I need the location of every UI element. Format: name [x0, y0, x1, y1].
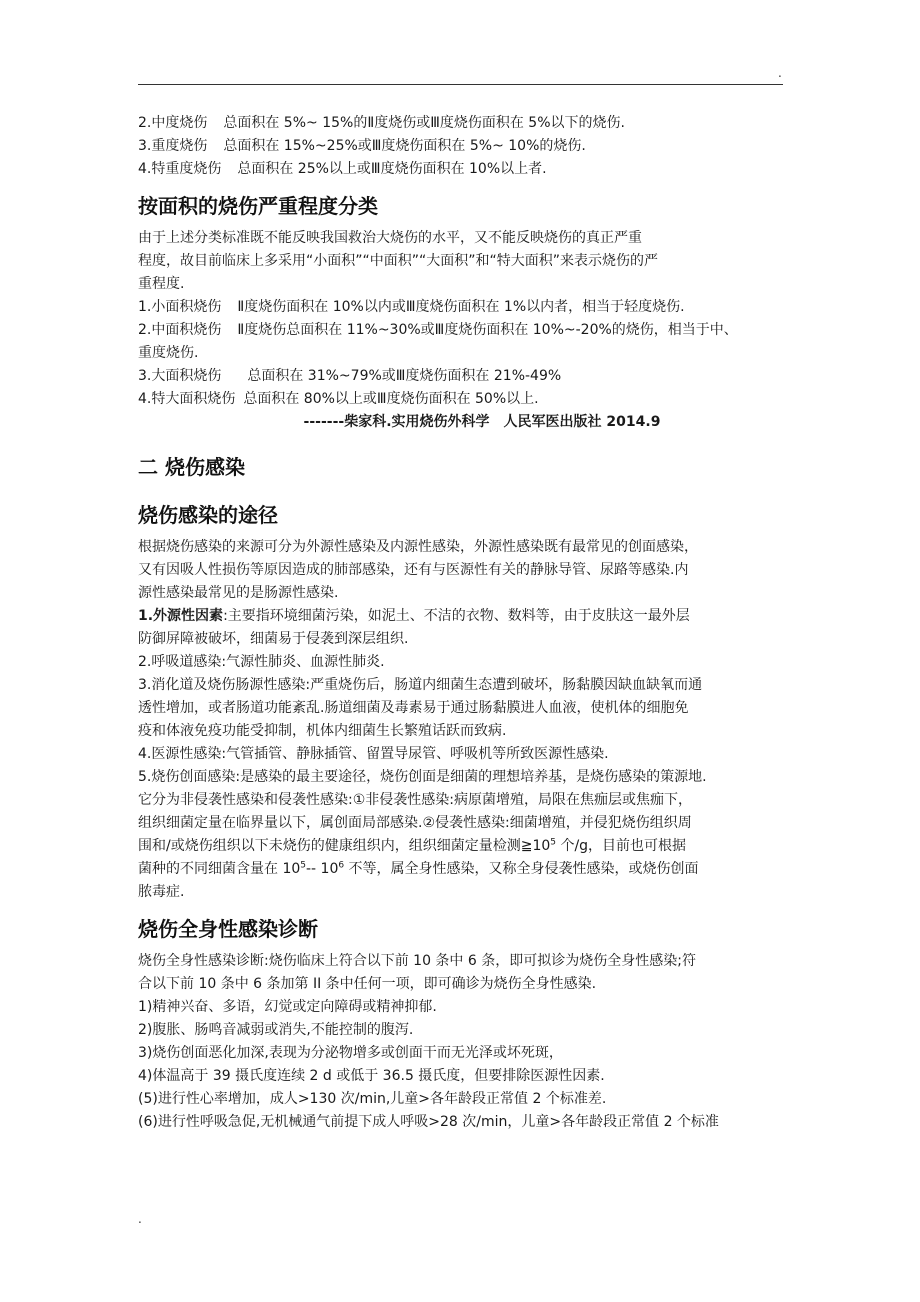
diagnosis-criterion: (6)进行性呼吸急促,无机械通气前提下成人呼吸>28 次/min，儿童>各年龄段正常值 2 个标准: [138, 1114, 719, 1130]
section-heading-diagnosis: 烧伤全身性感染诊断: [138, 917, 318, 941]
section-heading-area: 按面积的烧伤严重程度分类: [138, 194, 378, 218]
area-intro-line: 由于上述分类标准既不能反映我国救治大烧伤的水平，又不能反映烧伤的真正严重: [138, 230, 642, 246]
route-item-iatrogenic: 4.医源性感染:气管插管、静脉插管、留置导尿管、呼吸机等所致医源性感染.: [138, 746, 609, 762]
route-item-exogenous-cont: 防御屏障被破坏，细菌易于侵袭到深层组织.: [138, 631, 409, 647]
route-item-wound-cont: 围和/或烧伤组织以下未烧伤的健康组织内，组织细菌定量检测$≧10^5$ 个/g，目前也可根据: [138, 837, 687, 854]
footer-dot: .: [138, 1212, 142, 1226]
diagnosis-intro-line: 烧伤全身性感染诊断:烧伤临床上符合以下前 10 条中 6 条，即可拟诊为烧伤全身性感染;符: [138, 953, 696, 969]
header-dot: .: [778, 66, 782, 80]
section-heading-infection: 二 烧伤感染: [138, 455, 245, 479]
area-item-small: 1.小面积烧伤 Ⅱ度烧伤面积在 10%以内或Ⅲ度烧伤面积在 1%以内者，相当于轻度烧伤.: [138, 299, 685, 315]
diagnosis-criterion: 4)体温高于 39 摄氏度连续 2 d 或低于 36.5 摄氏度，但要排除医源性因素.: [138, 1068, 605, 1084]
route-intro-line: 源性感染最常见的是肠源性感染.: [138, 585, 339, 601]
diagnosis-criterion: 2)腹胀、肠鸣音减弱或消失,不能控制的腹泻.: [138, 1022, 414, 1038]
route-item-wound-cont: 菌种的不同细菌含量在 $10^5--$ $10^6$ 不等，属全身性感染，又称全身侵袭性感染，或烧伤创面: [138, 860, 699, 877]
page-content: [138, 112, 790, 1134]
route-intro-line: 又有因吸人性损伤等原因造成的肺部感染，还有与医源性有关的静脉导管、尿路等感染.内: [138, 562, 689, 578]
route-intro-line: 根据烧伤感染的来源可分为外源性感染及内源性感染，外源性感染既有最常见的创面感染，: [138, 539, 698, 555]
route-item-wound-cont: 组织细菌定量在临界量以下，属创面局部感染.②侵袭性感染:细菌增殖，并侵犯烧伤组织周: [138, 815, 692, 831]
area-item-extra-large: 4.特大面积烧伤 总面积在 80%以上或Ⅲ度烧伤面积在 50%以上.: [138, 391, 539, 407]
route-item-respiratory: 2.呼吸道感染:气源性肺炎、血源性肺炎.: [138, 654, 385, 670]
route-item-wound-cont: 它分为非侵袭性感染和侵袭性感染:①非侵袭性感染:病原菌增殖，局限在焦痂层或焦痂下，: [138, 792, 692, 808]
route-item-exogenous: 1.外源性因素:主要指环境细菌污染，如泥土、不洁的衣物、数料等，由于皮肤这一最外层: [138, 608, 690, 624]
diagnosis-criterion: (5)进行性心率增加，成人>130 次/min,儿童>各年龄段正常值 2 个标准差.: [138, 1091, 607, 1107]
area-intro-line: 重程度.: [138, 276, 185, 292]
route-item-digestive: 3.消化道及烧伤肠源性感染:严重烧伤后，肠道内细菌生态遭到破坏，肠黏膜因缺血缺氧而通: [138, 677, 703, 693]
area-item-medium-cont: 重度烧伤.: [138, 345, 199, 361]
section-heading-route: 烧伤感染的途径: [138, 503, 278, 527]
diagnosis-intro-line: 合以下前 10 条中 6 条加第 II 条中任何一项，即可确诊为烧伤全身性感染.: [138, 976, 597, 992]
route-item-wound: 5.烧伤创面感染:是感染的最主要途径，烧伤创面是细菌的理想培养基，是烧伤感染的策源地.: [138, 769, 707, 785]
route-item-digestive-cont: 疫和体液免疫功能受抑制，机体内细菌生长繁殖话跃而致病.: [138, 723, 507, 739]
reference-citation: -------柴家科.实用烧伤外科学 人民军医出版社 2014.9: [303, 414, 661, 430]
area-intro-line: 程度，故目前临床上多采用“小面积”“中面积”“大面积”和“特大面积”来表示烧伤的严: [138, 253, 659, 269]
diagnosis-criterion: 3)烧伤创面恶化加深,表现为分泌物增多或创面干而无光泽或坏死斑，: [138, 1045, 563, 1061]
diagnosis-criterion: 1)精神兴奋、多语，幻觉或定向障碍或精神抑郁.: [138, 999, 437, 1015]
severity-item-critical: 4.特重度烧伤 总面积在 25%以上或Ⅲ度烧伤面积在 10%以上者.: [138, 161, 547, 177]
route-item-digestive-cont: 透性增加，或者肠道功能紊乱.肠道细菌及毒素易于通过肠黏膜进人血液，使机体的细胞免: [138, 700, 689, 716]
area-item-large: 3.大面积烧伤 总面积在 31%~79%或Ⅲ度烧伤面积在 21%-49%: [138, 368, 562, 384]
header-rule: [138, 84, 783, 85]
severity-item-severe: 3.重度烧伤 总面积在 15%~25%或Ⅲ度烧伤面积在 5%~ 10%的烧伤.: [138, 138, 586, 154]
severity-item-moderate: 2.中度烧伤 总面积在 5%~ 15%的Ⅱ度烧伤或Ⅲ度烧伤面积在 5%以下的烧伤.: [138, 115, 625, 131]
route-item-wound-cont: 脓毒症.: [138, 884, 185, 900]
area-item-medium: 2.中面积烧伤 Ⅱ度烧伤总面积在 11%~30%或Ⅲ度烧伤面积在 10%~-20%的烧伤，相当于中、: [138, 322, 738, 338]
